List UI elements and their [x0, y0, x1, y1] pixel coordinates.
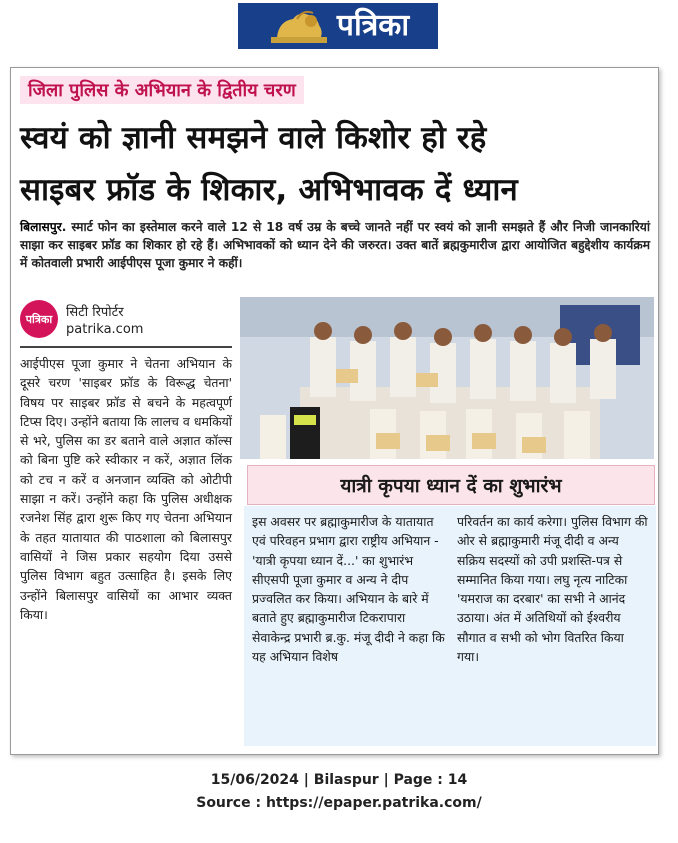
- intro-text: . स्मार्ट फोन का इस्तेमाल करने वाले 12 से 18 वर्ष उम्र के बच्चे जानते नहीं पर स्वयं को ज्ञानी समझते हैं और निजी जानकारियां साझा कर साइबर फ्रॉड का शिकार हो रहे हैं। अभिभावकों को ध्यान देने की जरुरत। उक्त बातें ब्रह्मकुमारीज द्वारा आयोजित बहुद्देशीय कार्यक्रम में कोतवाली प्रभारी आईपीएस पूजा कुमार ने कहीं।: [20, 220, 650, 270]
- byline: [20, 296, 230, 342]
- headline-line-2: साइबर फ्रॉड के शिकार, अभिभावक दें ध्यान: [20, 172, 518, 208]
- masthead: [238, 3, 438, 49]
- event-photo: [240, 297, 654, 459]
- byline-divider: [20, 346, 232, 348]
- lion-emblem-icon: [267, 7, 331, 45]
- news-clipping: [10, 67, 659, 755]
- byline-site: patrika.com: [66, 321, 144, 337]
- article-kicker: जिला पुलिस के अभियान के द्वितीय चरण: [20, 76, 304, 104]
- section-subhead: यात्री कृपया ध्यान दें का शुभारंभ: [247, 465, 655, 505]
- masthead-brand: पत्रिका: [336, 8, 410, 43]
- headline-line-1: स्वयं को ज्ञानी समझने वाले किशोर हो रहे: [20, 120, 487, 156]
- box-column-2: परिवर्तन का कार्य करेगा। पुलिस विभाग की ओर से ब्रह्माकुमारी मंजू दीदी व अन्य सक्रिय सदस्यों को उपी प्रशस्ति-पत्र से सम्मानित किया गया। लघु नृत्य नाटिका 'यमराज का दरबार' का सभी ने आनंद उठाया। अंत में अतिथियों को ईश्वरीय सौगात व सभी को भोग वितरित किया गया।: [457, 514, 648, 665]
- byline-logo: पत्रिका: [20, 300, 58, 338]
- article-headline: [20, 112, 652, 216]
- intro-place: बिलासपुर: [20, 220, 62, 234]
- footer-dateline: 15/06/2024 | Bilaspur | Page : 14: [210, 772, 468, 788]
- footer-source: Source : https://epaper.patrika.com/: [196, 795, 482, 811]
- article-intro: [20, 218, 650, 272]
- box-column-1: इस अवसर पर ब्रह्माकुमारीज के यातायात एवं परिवहन प्रभाग द्वारा राष्ट्रीय अभियान - 'यात्री कृपया ध्यान दें...' का शुभारंभ सीएसपी पूजा कुमार व अन्य ने दीप प्रज्वलित कर किया। अभियान के बारे में बताते हुए ब्रह्माकुमारीज टिकरापारा सेवाकेन्द्र प्रभारी ब्र.कु. मंजू दीदी ने कहा कि यह अभियान विशेष: [252, 514, 445, 665]
- left-column-text: आईपीएस पूजा कुमार ने चेतना अभियान के दूसरे चरण 'साइबर फ्रॉड के विरूद्ध चेतना' विषय पर साइबर फ्रॉड से बचने के महत्वपूर्ण टिप्स दिए। उन्होंने बताया कि लालच व धमकियों से भरे, पुलिस का डर बताने वाले अज्ञात कॉल्स को बिना पुष्टि करे स्वीकार न करें, अज्ञात लिंक को टच न करें व अनजान व्यक्ति को ओटीपी साझा न करें। उन्होंने कहा कि पुलिस अधीक्षक रजनेश सिंह द्वारा शुरू किए गए चेतना अभियान के तहत यातायात की पाठशाला को बिलासपुर वासियों ने जिस प्रकार सहयोग दिया उससे पुलिस विभाग बहुत उत्साहित है। इसके लिए उन्होंने बिलासपुर वासियों का आभार व्यक्त किया।: [20, 356, 232, 622]
- byline-reporter: सिटी रिपोर्टर: [66, 304, 124, 320]
